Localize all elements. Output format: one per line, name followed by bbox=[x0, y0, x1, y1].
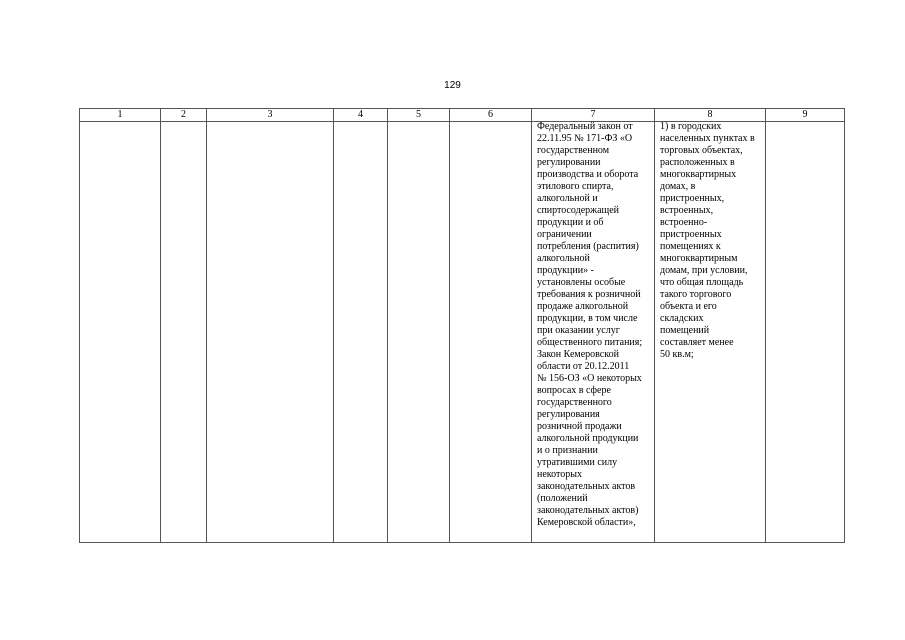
column-header-6: 6 bbox=[450, 109, 532, 122]
document-table bbox=[79, 108, 845, 543]
table-cell-8 bbox=[655, 122, 766, 543]
table-cell-3 bbox=[207, 122, 334, 543]
table-cell-5 bbox=[388, 122, 450, 543]
column-header-7: 7 bbox=[532, 109, 655, 122]
column-header-8: 8 bbox=[655, 109, 766, 122]
table-cell-6 bbox=[450, 122, 532, 543]
column-header-5: 5 bbox=[388, 109, 450, 122]
page-number: 129 bbox=[444, 80, 461, 91]
column-header-2: 2 bbox=[161, 109, 207, 122]
table-cell-4 bbox=[334, 122, 388, 543]
header-row bbox=[80, 109, 845, 122]
column-header-4: 4 bbox=[334, 109, 388, 122]
table-cell-2 bbox=[161, 122, 207, 543]
table-cell-9 bbox=[766, 122, 845, 543]
table-row bbox=[80, 122, 845, 543]
condition-text: 1) в городских населенных пунктах в торговых объектах, расположенных в многоквартирных домах, в пристроенных, встроенных, встроенно- пристроенных помещениях к многоквартирным домам, при условии, что общая площадь такого торгового объекта и его складских помещений составляет менее 50 кв.м; bbox=[660, 121, 755, 360]
table-cell-1 bbox=[80, 122, 161, 543]
column-header-1: 1 bbox=[80, 109, 161, 122]
column-header-9: 9 bbox=[766, 109, 845, 122]
legal-basis-text: Федеральный закон от 22.11.95 № 171-ФЗ «О государственном регулировании производства и оборота этилового спирта, алкогольной и спиртосодержащей продукции и об ограничении потребления (распития) алкогольной продукции» - установлены особые требования к розничной продаже алкогольной продукции, в том числе при оказании услуг общественного питания; Закон Кемеровской области от 20.12.2011 № 156-ОЗ «О некоторых вопросах в сфере государственного регулирования розничной продажи алкогольной продукции и о признании утратившими силу некоторых законодательных актов (положений законодательных актов) Кемеровской области», bbox=[537, 121, 643, 528]
column-header-3: 3 bbox=[207, 109, 334, 122]
table-cell-7 bbox=[532, 122, 655, 543]
